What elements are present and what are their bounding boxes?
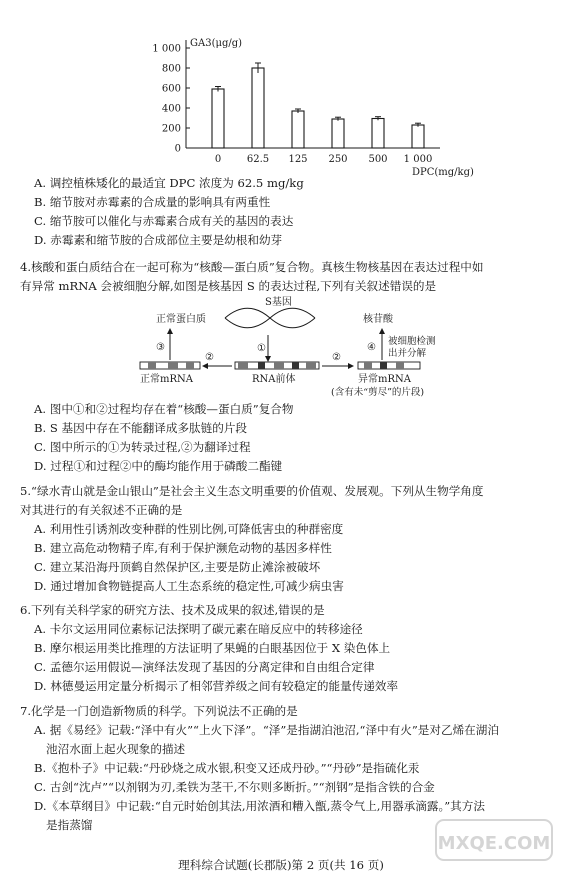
q7-stem: 7.化学是一门创造新物质的科学。下列说法不正确的是 bbox=[20, 704, 298, 718]
y-tick-label: 400 bbox=[161, 103, 181, 115]
step-2-left-label: ② bbox=[205, 352, 214, 363]
site-watermark-logo bbox=[434, 816, 554, 876]
q5-option-a: A. 利用性引诱剂改变种群的性别比例,可降低害虫的种群密度 bbox=[34, 522, 344, 536]
y-tick-label: 800 bbox=[161, 63, 181, 75]
x-tick-label: 125 bbox=[288, 154, 308, 165]
x-tick-label: 62.5 bbox=[246, 154, 270, 165]
q7-option-d-line-1: D.《本草纲目》中记载:“自元时始创其法,用浓酒和糟入甑,蒸令气上,用器承滴露。”其方法 bbox=[34, 799, 485, 813]
step-3-label: ③ bbox=[156, 342, 165, 353]
degrade-note-2: 出并分解 bbox=[388, 348, 427, 359]
q3-option-b: B. 缩节胺对赤霉素的合成量的影响具有两重性 bbox=[34, 195, 271, 209]
q6-option-b: B. 摩尔根运用类比推理的方法证明了果蝇的白眼基因位于 X 染色体上 bbox=[34, 641, 391, 655]
q5-option-d: D. 通过增加食物链提高人工生态系统的稳定性,可减少病虫害 bbox=[34, 579, 344, 593]
x-tick-label: 0 bbox=[214, 154, 222, 165]
gene-expression-diagram bbox=[0, 0, 562, 420]
abnormal-mrna-note: (含有未“剪尽”的片段) bbox=[331, 387, 425, 398]
q6-option-d: D. 林德曼运用定量分析揭示了相邻营养级之间有较稳定的能量传递效率 bbox=[34, 679, 399, 693]
q6-option-c: C. 孟德尔运用假说—演绎法发现了基因的分离定律和自由组合定律 bbox=[34, 660, 375, 674]
y-tick-label: 200 bbox=[161, 123, 181, 135]
rna-precursor-label: RNA前体 bbox=[252, 374, 296, 385]
q3-option-d: D. 赤霉素和缩节胺的合成部位主要是幼根和幼芽 bbox=[34, 233, 283, 247]
q4-option-a: A. 图中①和②过程均存在着“核酸—蛋白质”复合物 bbox=[34, 402, 294, 416]
normal-protein-label: 正常蛋白质 bbox=[156, 314, 206, 325]
q5-stem-line-2: 对其进行的有关叙述不正确的是 bbox=[20, 503, 183, 517]
x-tick-label: 1 000 bbox=[403, 154, 433, 165]
step-4-label: ④ bbox=[367, 342, 376, 353]
q4-option-d: D. 过程①和过程②中的酶均能作用于磷酸二酯键 bbox=[34, 459, 283, 473]
q7-option-a-line-2: 池沼水面上起火现象的描述 bbox=[46, 742, 186, 756]
q6-stem: 6.下列有关科学家的研究方法、技术及成果的叙述,错误的是 bbox=[20, 603, 325, 617]
y-tick-label: 1 000 bbox=[152, 43, 181, 55]
q5-option-c: C. 建立某沿海丹顶鹤自然保护区,主要是防止滩涂被破坏 bbox=[34, 560, 321, 574]
q3-option-a: A. 调控植株矮化的最适宜 DPC 浓度为 62.5 mg/kg bbox=[34, 176, 304, 190]
watermark-text: MXQE.COM bbox=[437, 833, 551, 854]
q4-option-c: C. 图中所示的①为转录过程,②为翻译过程 bbox=[34, 440, 251, 454]
dna-strand-2 bbox=[225, 308, 315, 328]
y-tick-label: 0 bbox=[174, 143, 181, 155]
q7-option-d-line-2: 是指蒸馏 bbox=[46, 818, 93, 832]
q7-option-a-line-1: A. 据《易经》记载:“泽中有火”“上火下泽”。“泽”是指湖泊池沼,“泽中有火”是对乙烯在湖泊 bbox=[34, 723, 499, 737]
normal-mrna-label: 正常mRNA bbox=[140, 374, 193, 385]
q4-stem-line-2: 有异常 mRNA 会被细胞分解,如图是核基因 S 的表达过程,下列有关叙述错误的是 bbox=[20, 279, 437, 293]
step-1-label: ① bbox=[257, 343, 266, 354]
degrade-note-1: 被细胞检测 bbox=[388, 336, 436, 347]
step-2-right-label: ② bbox=[332, 352, 341, 363]
y-axis-title: GA3(μg/g) bbox=[190, 38, 243, 49]
q7-option-c: C. 古剑“沈卢”“以剂钢为刃,柔铁为茎干,不尔则多断折。”“剂钢”是指含铁的合金 bbox=[34, 780, 435, 794]
q5-option-b: B. 建立高危动物精子库,有利于保护濒危动物的基因多样性 bbox=[34, 541, 332, 555]
nucleotide-label: 核苷酸 bbox=[363, 314, 393, 325]
q3-option-c: C. 缩节胺可以催化与赤霉素合成有关的基因的表达 bbox=[34, 214, 294, 228]
abnormal-mrna-label: 异常mRNA bbox=[358, 374, 411, 385]
page-footer: 理科综合试题(长郡版)第 2 页(共 16 页) bbox=[178, 858, 384, 872]
x-axis-title: DPC(mg/kg) bbox=[412, 167, 474, 178]
q7-option-b: B.《抱朴子》中记载:“丹砂烧之成水银,积变又还成丹砂。”“丹砂”是指硫化汞 bbox=[34, 761, 420, 775]
x-tick-label: 250 bbox=[328, 154, 348, 165]
y-tick-label: 600 bbox=[161, 83, 181, 95]
q4-stem-line-1: 4.核酸和蛋白质结合在一起可称为“核酸—蛋白质”复合物。真核生物核基因在表达过程中如 bbox=[20, 260, 484, 274]
q4-option-b: B. S 基因中存在不能翻译成多肽链的片段 bbox=[34, 421, 248, 435]
x-tick-label: 500 bbox=[368, 154, 388, 165]
gene-s-label: S基因 bbox=[265, 297, 292, 308]
q5-stem-line-1: 5.“绿水青山就是金山银山”是社会主义生态文明重要的价值观、发展观。下列从生物学角度 bbox=[20, 484, 484, 498]
q6-option-a: A. 卡尔文运用同位素标记法探明了碳元素在暗反应中的转移途径 bbox=[34, 622, 363, 636]
